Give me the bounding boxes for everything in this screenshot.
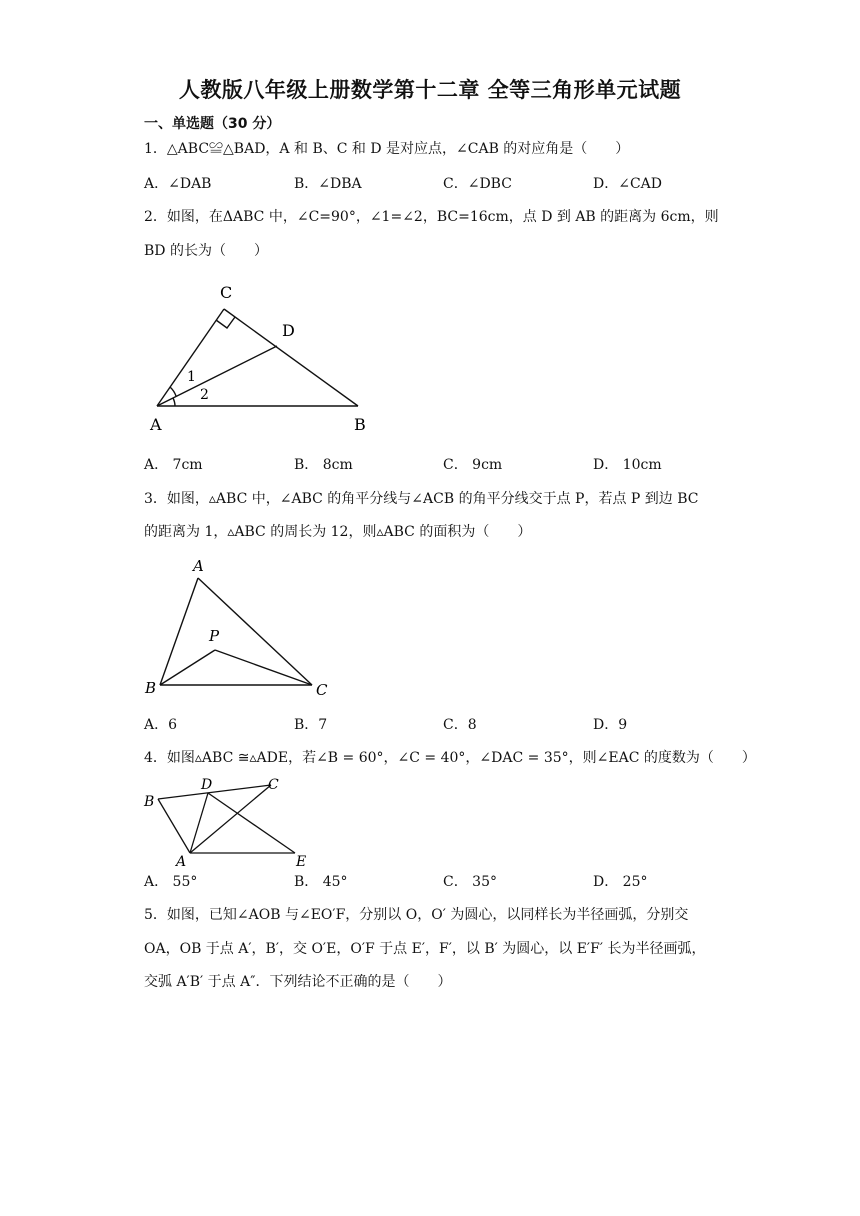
q2-option-c[interactable]: C． 9cm	[443, 457, 503, 473]
question-4-text: 4．如图▵ABC ≅▵ADE，若∠B = 60°，∠C = 40°，∠DAC = 35°，则∠EAC 的度数为（ ）	[144, 750, 756, 766]
q3-bisector-bp	[160, 650, 215, 685]
q4-label-d: D	[201, 777, 213, 793]
q3-option-a[interactable]: A．6	[144, 717, 178, 733]
question-3-text-line2: 的距离为 1，▵ABC 的周长为 12，则▵ABC 的面积为（ ）	[144, 524, 532, 540]
question-2-text-line2: BD 的长为（ ）	[144, 243, 268, 259]
q2-option-d[interactable]: D． 10cm	[593, 457, 662, 473]
q2-side-ac	[157, 309, 224, 406]
q2-angle2-arc	[173, 398, 175, 406]
q4-side-ab	[158, 799, 190, 853]
q3-option-d[interactable]: D．9	[593, 717, 628, 733]
page-title: 人教版八年级上册数学第十二章 全等三角形单元试题	[178, 78, 682, 102]
section-heading: 一、单选题（30 分）	[144, 116, 281, 132]
q2-bisector-ad	[157, 346, 277, 406]
q3-option-b[interactable]: B．7	[294, 717, 328, 733]
q2-label-a: A	[150, 415, 162, 434]
question-2-text-line1: 2．如图，在ΔABC 中，∠C=90°，∠1=∠2，BC=16cm，点 D 到 AB 的距离为 6cm，则	[144, 209, 719, 225]
q2-label-d: D	[282, 321, 295, 340]
q4-label-c: C	[268, 777, 279, 793]
q4-side-ac	[190, 785, 271, 853]
q4-option-d[interactable]: D． 25°	[593, 874, 648, 890]
question-5-text-line2: OA，OB 于点 A′，B′，交 O′E，O′F 于点 E′，F′，以 B′ 为圆心，以 E′F′ 长为半径画弧，	[144, 941, 706, 957]
q3-label-b: B	[145, 679, 157, 697]
q1-option-d[interactable]: D．∠CAD	[593, 176, 663, 192]
q2-label-c: C	[220, 283, 233, 302]
q2-triangle-figure	[140, 278, 390, 438]
q4-label-a: A	[176, 854, 187, 870]
q3-option-c[interactable]: C．8	[443, 717, 477, 733]
q4-label-b: B	[144, 794, 155, 810]
q3-label-a: A	[193, 557, 204, 575]
q4-option-c[interactable]: C． 35°	[443, 874, 497, 890]
question-5-text-line3: 交弧 A′B′ 于点 A″．下列结论不正确的是（ ）	[144, 974, 452, 990]
q1-option-b[interactable]: B．∠DBA	[294, 176, 362, 192]
q4-option-a[interactable]: A． 55°	[144, 874, 198, 890]
q4-side-ad	[190, 793, 208, 853]
q2-label-angle2: 2	[200, 387, 209, 403]
question-1-text: 1．△ABC≌△BAD，A 和 B、C 和 D 是对应点，∠CAB 的对应角是（ ）	[144, 141, 630, 157]
q3-triangle-figure	[140, 552, 340, 702]
q2-option-b[interactable]: B． 8cm	[294, 457, 353, 473]
q1-option-a[interactable]: A．∠DAB	[144, 176, 212, 192]
q4-triangles-figure	[140, 770, 330, 870]
q4-option-b[interactable]: B． 45°	[294, 874, 348, 890]
q2-label-angle1: 1	[187, 369, 196, 385]
q4-label-e: E	[296, 854, 307, 870]
q3-bisector-cp	[215, 650, 312, 685]
q3-label-c: C	[316, 681, 328, 699]
q3-side-ab	[160, 578, 198, 685]
question-5-text-line1: 5．如图，已知∠AOB 与∠EO′F，分别以 O，O′ 为圆心，以同样长为半径画弧，分别交	[144, 907, 689, 923]
q1-option-c[interactable]: C．∠DBC	[443, 176, 512, 192]
q2-option-a[interactable]: A． 7cm	[144, 457, 203, 473]
q3-label-p: P	[209, 627, 220, 645]
q2-right-angle-mark	[216, 317, 235, 328]
q2-angle1-arc	[170, 387, 176, 396]
question-3-text-line1: 3．如图，▵ABC 中，∠ABC 的角平分线与∠ACB 的角平分线交于点 P，若点 P 到边 BC	[144, 491, 699, 507]
q2-label-b: B	[354, 415, 366, 434]
